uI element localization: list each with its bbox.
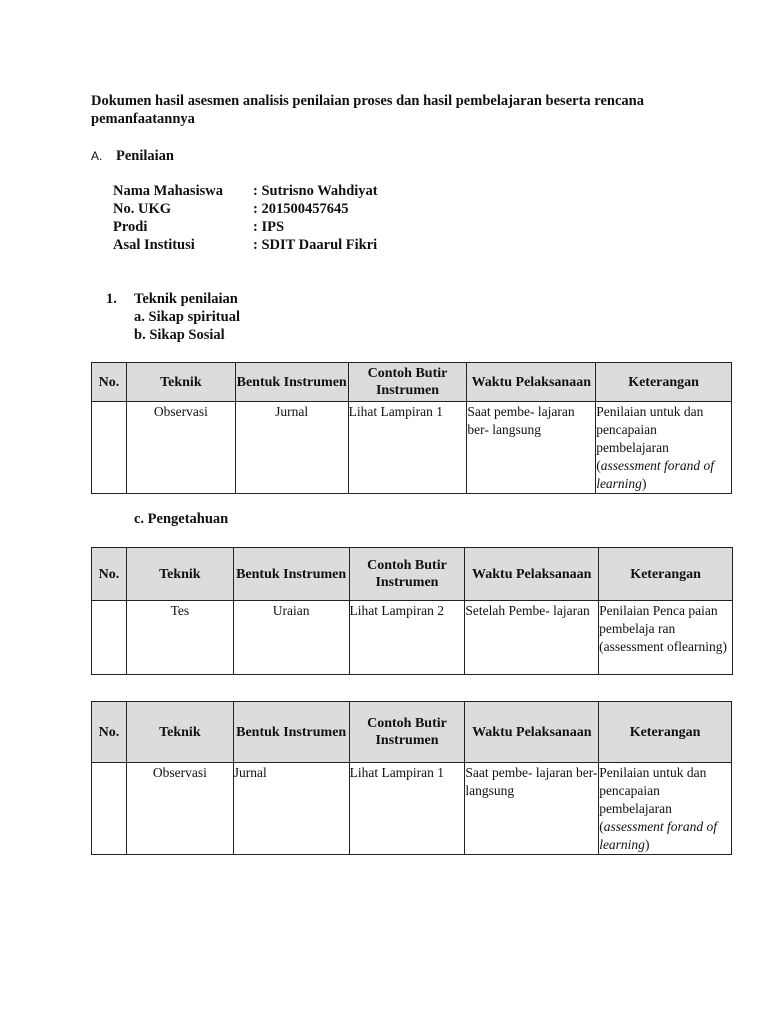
list-item-heading	[106, 290, 240, 308]
cell-bentuk: Uraian	[233, 601, 349, 675]
ket-text: Penilaian untuk dan pencapaian pembelajaran (	[599, 765, 707, 834]
section-a-label: Penilaian	[115, 148, 174, 164]
info-label: Prodi	[113, 219, 148, 235]
header-no: No.	[92, 548, 127, 601]
header-no: No.	[92, 702, 127, 763]
info-row-name	[113, 182, 378, 200]
ket-end: )	[644, 837, 650, 852]
cell-teknik: Tes	[126, 601, 233, 675]
header-teknik: Teknik	[126, 702, 233, 763]
cell-keterangan: Penilaian Penca paian pembelaja ran (assessment oflearning)	[599, 601, 733, 675]
table-row	[92, 601, 733, 675]
cell-bentuk: Jurnal	[233, 763, 349, 855]
header-waktu: Waktu Pelaksanaan	[465, 702, 599, 763]
header-bentuk: Bentuk Instrumen	[233, 702, 349, 763]
cell-contoh: Lihat Lampiran 1	[349, 763, 465, 855]
header-bentuk: Bentuk Instrumen	[233, 548, 349, 601]
table-row	[92, 402, 732, 494]
cell-teknik: Observasi	[126, 763, 233, 855]
header-bentuk: Bentuk Instrumen	[235, 363, 348, 402]
header-waktu: Waktu Pelaksanaan	[467, 363, 596, 402]
header-waktu: Waktu Pelaksanaan	[465, 548, 599, 601]
info-row-prodi	[113, 218, 378, 236]
cell-waktu: Saat pembe- lajaran ber- langsung	[465, 763, 599, 855]
cell-waktu: Setelah Pembe- lajaran	[465, 601, 599, 675]
list-sub-c: c. Pengetahuan	[134, 511, 229, 527]
ket-end: )	[641, 476, 647, 491]
header-keterangan: Keterangan	[596, 363, 732, 402]
table-header-row	[92, 363, 732, 402]
cell-no	[92, 402, 127, 494]
list-heading: Teknik penilaian	[134, 291, 238, 307]
cell-keterangan	[596, 402, 732, 494]
cell-contoh: Lihat Lampiran 2	[349, 601, 465, 675]
section-a-heading	[91, 148, 174, 165]
table-header-row	[92, 548, 733, 601]
ket-italic-text: assessment forand of learning	[596, 458, 714, 491]
assessment-table-pengetahuan	[91, 547, 733, 675]
assessment-table-sikap	[91, 362, 732, 494]
cell-contoh: Lihat Lampiran 1	[348, 402, 467, 494]
section-a-letter: A.	[91, 149, 103, 163]
cell-bentuk: Jurnal	[235, 402, 348, 494]
ket-italic-text: assessment forand of learning	[599, 819, 717, 852]
cell-waktu: Saat pembe- lajaran ber- langsung	[467, 402, 596, 494]
info-label: Nama Mahasiswa	[113, 183, 223, 199]
document-title: Dokumen hasil asesmen analisis penilaian proses dan hasil pembelajaran beserta rencana pemanfaatannya	[91, 93, 644, 127]
student-info	[113, 182, 378, 254]
ket-text: Penilaian untuk dan pencapaian pembelajaran (	[596, 404, 704, 473]
info-row-ukg	[113, 200, 378, 218]
info-label: No. UKG	[113, 201, 171, 217]
info-value: : 201500457645	[253, 201, 349, 217]
list-sub-b: b. Sikap Sosial	[134, 327, 225, 343]
table-row	[92, 763, 732, 855]
header-contoh: Contoh Butir Instrumen	[349, 702, 465, 763]
header-teknik: Teknik	[126, 363, 235, 402]
cell-teknik: Observasi	[126, 402, 235, 494]
header-contoh: Contoh Butir Instrumen	[349, 548, 465, 601]
header-no: No.	[92, 363, 127, 402]
cell-no	[92, 601, 127, 675]
info-value: : Sutrisno Wahdiyat	[253, 183, 378, 199]
assessment-table-observasi	[91, 701, 732, 855]
info-row-institusi	[113, 236, 378, 254]
cell-keterangan	[599, 763, 732, 855]
list-number: 1.	[106, 291, 117, 307]
info-value: : IPS	[253, 219, 285, 235]
header-keterangan: Keterangan	[599, 548, 733, 601]
cell-no	[92, 763, 127, 855]
header-teknik: Teknik	[126, 548, 233, 601]
info-label: Asal Institusi	[113, 237, 195, 253]
teknik-list	[106, 290, 240, 344]
header-keterangan: Keterangan	[599, 702, 732, 763]
table-header-row	[92, 702, 732, 763]
header-contoh: Contoh Butir Instrumen	[348, 363, 467, 402]
info-value: : SDIT Daarul Fikri	[253, 237, 378, 253]
list-sub-a: a. Sikap spiritual	[134, 309, 240, 325]
